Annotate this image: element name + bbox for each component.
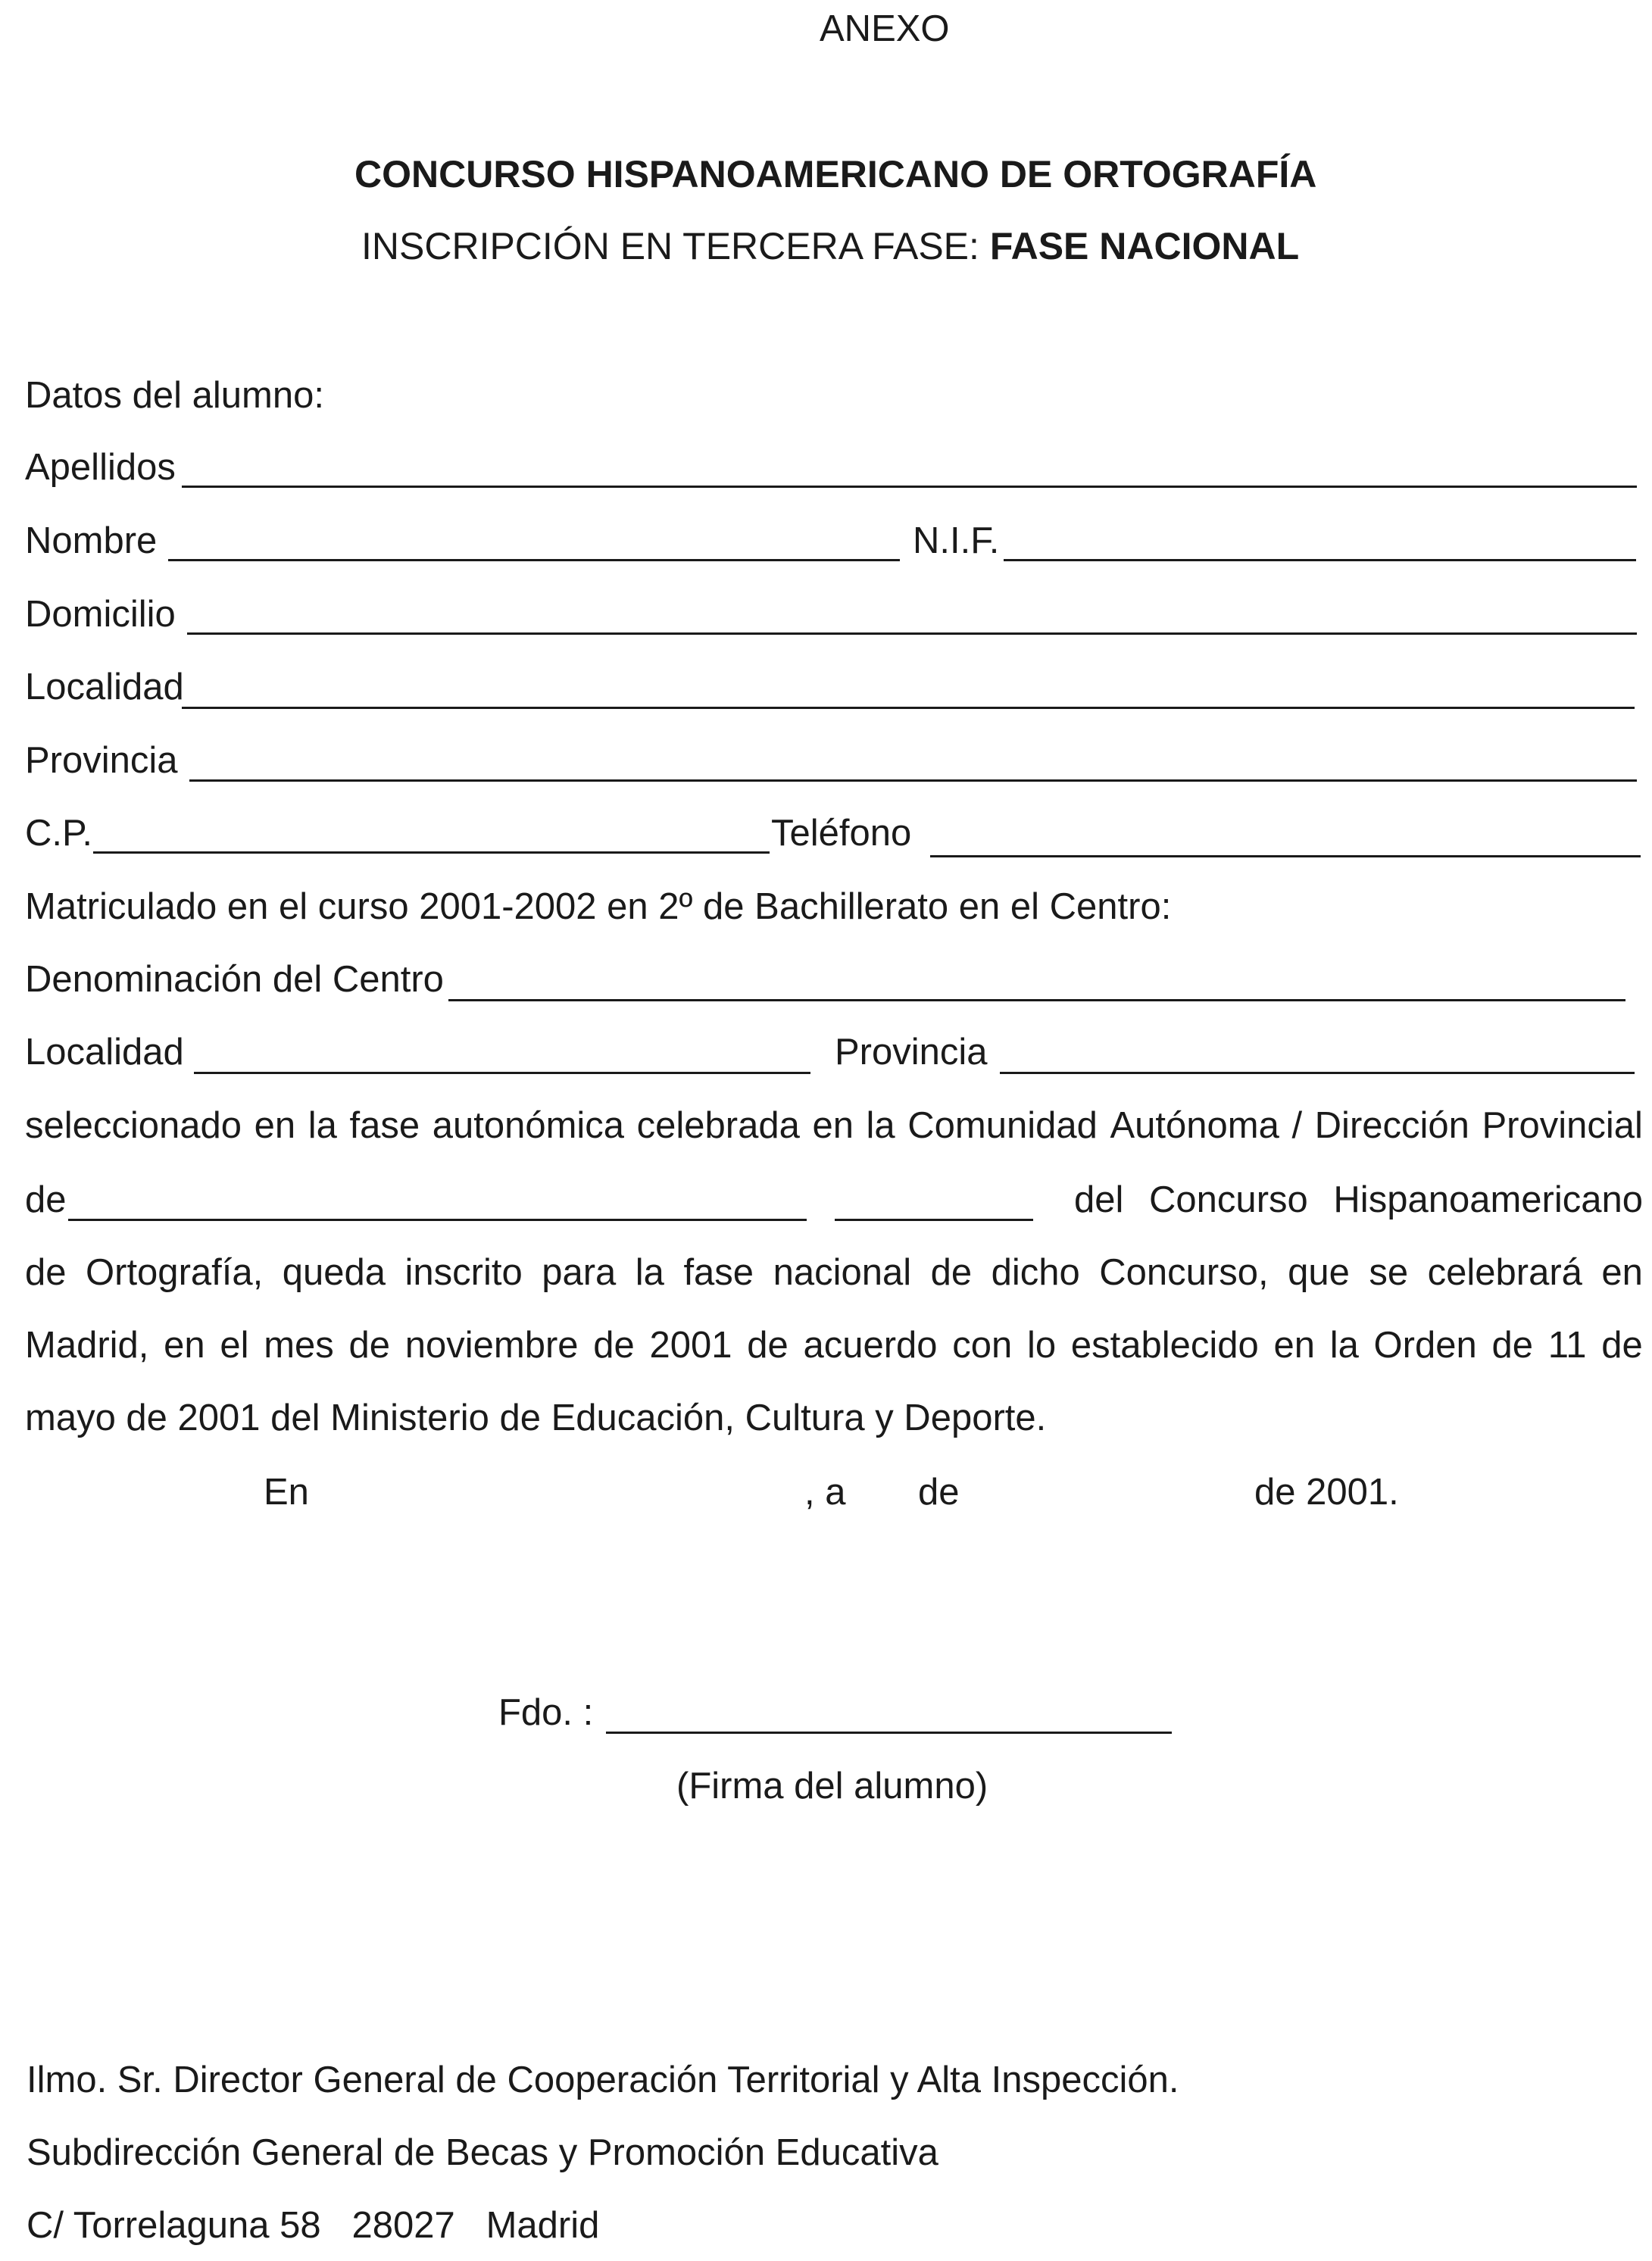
nif-field[interactable] — [1004, 559, 1636, 561]
body-word: de — [348, 1325, 391, 1366]
body-word: lo — [1026, 1325, 1057, 1366]
apellidos-field[interactable] — [182, 486, 1637, 488]
place-en-label: En — [264, 1472, 309, 1513]
body-word: Ortografía, — [86, 1252, 264, 1293]
date-year-label: de 2001. — [1254, 1472, 1399, 1513]
body-word: Hispanoamericano — [1333, 1179, 1643, 1220]
body-word: se — [1369, 1252, 1409, 1293]
body-word: noviembre — [404, 1325, 579, 1366]
body-word: el — [220, 1325, 249, 1366]
department-line: Subdirección General de Becas y Promoción Educativa — [27, 2132, 938, 2173]
nif-label: N.I.F. — [913, 520, 1000, 561]
body-word: Provincial — [1482, 1105, 1643, 1146]
body-line-2-tail — [1074, 1179, 1643, 1220]
body-word: acuerdo — [803, 1325, 938, 1366]
body-word: que — [1288, 1252, 1350, 1293]
document-title: CONCURSO HISPANOAMERICANO DE ORTOGRAFÍA — [354, 153, 1317, 195]
body-word: Dirección — [1314, 1105, 1469, 1146]
body-word: con — [952, 1325, 1013, 1366]
body-word: para — [542, 1252, 617, 1293]
body-word: de — [593, 1325, 635, 1366]
body-word: en — [254, 1105, 296, 1146]
body-word: de — [1601, 1325, 1643, 1366]
body-word: mes — [264, 1325, 334, 1366]
body-word: de — [747, 1325, 789, 1366]
subtitle-phase: FASE NACIONAL — [989, 225, 1300, 267]
document-subtitle — [361, 227, 1299, 265]
provincia-label: Provincia — [25, 740, 178, 781]
body-word: la — [308, 1105, 337, 1146]
centro-localidad-field[interactable] — [194, 1072, 810, 1074]
body-word: celebrada — [636, 1105, 800, 1146]
body-word: inscrito — [404, 1252, 523, 1293]
body-word: en — [1601, 1252, 1643, 1293]
body-de-label: de — [25, 1179, 67, 1220]
body-line-3 — [25, 1254, 1643, 1291]
body-word: la — [635, 1252, 664, 1293]
body-word: establecido — [1070, 1325, 1259, 1366]
date-a-label: , a — [804, 1472, 846, 1513]
body-word: nacional — [773, 1252, 912, 1293]
body-word: Concurso — [1149, 1179, 1308, 1220]
signature-caption: (Firma del alumno) — [676, 1766, 988, 1807]
telefono-field[interactable] — [930, 855, 1641, 857]
body-word: seleccionado — [25, 1105, 242, 1146]
body-word: en — [164, 1325, 205, 1366]
body-word: la — [1329, 1325, 1359, 1366]
domicilio-label: Domicilio — [25, 594, 176, 635]
body-word: fase — [349, 1105, 420, 1146]
body-word: Autónoma — [1110, 1105, 1279, 1146]
body-word: celebrará — [1427, 1252, 1582, 1293]
signature-field[interactable] — [606, 1732, 1172, 1734]
student-section-label: Datos del alumno: — [25, 375, 324, 416]
subtitle-prefix: INSCRIPCIÓN EN TERCERA FASE: — [361, 225, 990, 267]
nombre-label: Nombre — [25, 520, 158, 561]
body-line-1 — [25, 1107, 1643, 1145]
body-word: de — [1491, 1325, 1533, 1366]
localidad-field[interactable] — [182, 707, 1635, 709]
centro-label: Denominación del Centro — [25, 959, 444, 1000]
body-word: Madrid, — [25, 1325, 149, 1366]
body-word: fase — [683, 1252, 754, 1293]
body-word: / — [1291, 1105, 1303, 1146]
localidad-label: Localidad — [25, 667, 184, 707]
body-word: de — [930, 1252, 973, 1293]
fdo-label: Fdo. : — [498, 1692, 594, 1733]
date-de-label: de — [918, 1472, 960, 1513]
centro-provincia-label: Provincia — [835, 1032, 988, 1073]
domicilio-field[interactable] — [187, 632, 1637, 635]
body-word: en — [812, 1105, 854, 1146]
enrollment-intro: Matriculado en el curso 2001-2002 en 2º de Bachillerato en el Centro: — [25, 886, 1172, 927]
provincia-field[interactable] — [189, 779, 1637, 782]
centro-field[interactable] — [448, 999, 1625, 1001]
cp-label: C.P. — [25, 813, 92, 854]
body-line-5: mayo de 2001 del Ministerio de Educación, Cultura y Deporte. — [25, 1398, 1047, 1438]
body-word: Comunidad — [907, 1105, 1098, 1146]
telefono-label: Teléfono — [771, 813, 912, 854]
nombre-field[interactable] — [168, 559, 900, 561]
body-word: Orden — [1373, 1325, 1477, 1366]
body-word: dicho — [991, 1252, 1080, 1293]
body-word: 2001 — [649, 1325, 732, 1366]
recipient-line: Ilmo. Sr. Director General de Cooperación Territorial y Alta Inspección. — [27, 2060, 1179, 2100]
body-word: de — [25, 1252, 67, 1293]
centro-provincia-field[interactable] — [1000, 1072, 1635, 1074]
cp-field[interactable] — [93, 851, 770, 854]
body-word: queda — [282, 1252, 386, 1293]
body-word: la — [866, 1105, 895, 1146]
body-word: Concurso, — [1099, 1252, 1269, 1293]
body-line-4 — [25, 1327, 1643, 1364]
body-word: en — [1273, 1325, 1315, 1366]
centro-localidad-label: Localidad — [25, 1032, 184, 1073]
body-word: 11 — [1547, 1325, 1587, 1366]
apellidos-label: Apellidos — [25, 447, 176, 488]
body-word: autonómica — [432, 1105, 625, 1146]
body-word: del — [1074, 1179, 1124, 1220]
direccion-provincial-field[interactable] — [835, 1219, 1033, 1221]
comunidad-field[interactable] — [68, 1219, 807, 1221]
address-line: C/ Torrelaguna 58 28027 Madrid — [27, 2205, 600, 2246]
annex-label: ANEXO — [820, 8, 950, 49]
